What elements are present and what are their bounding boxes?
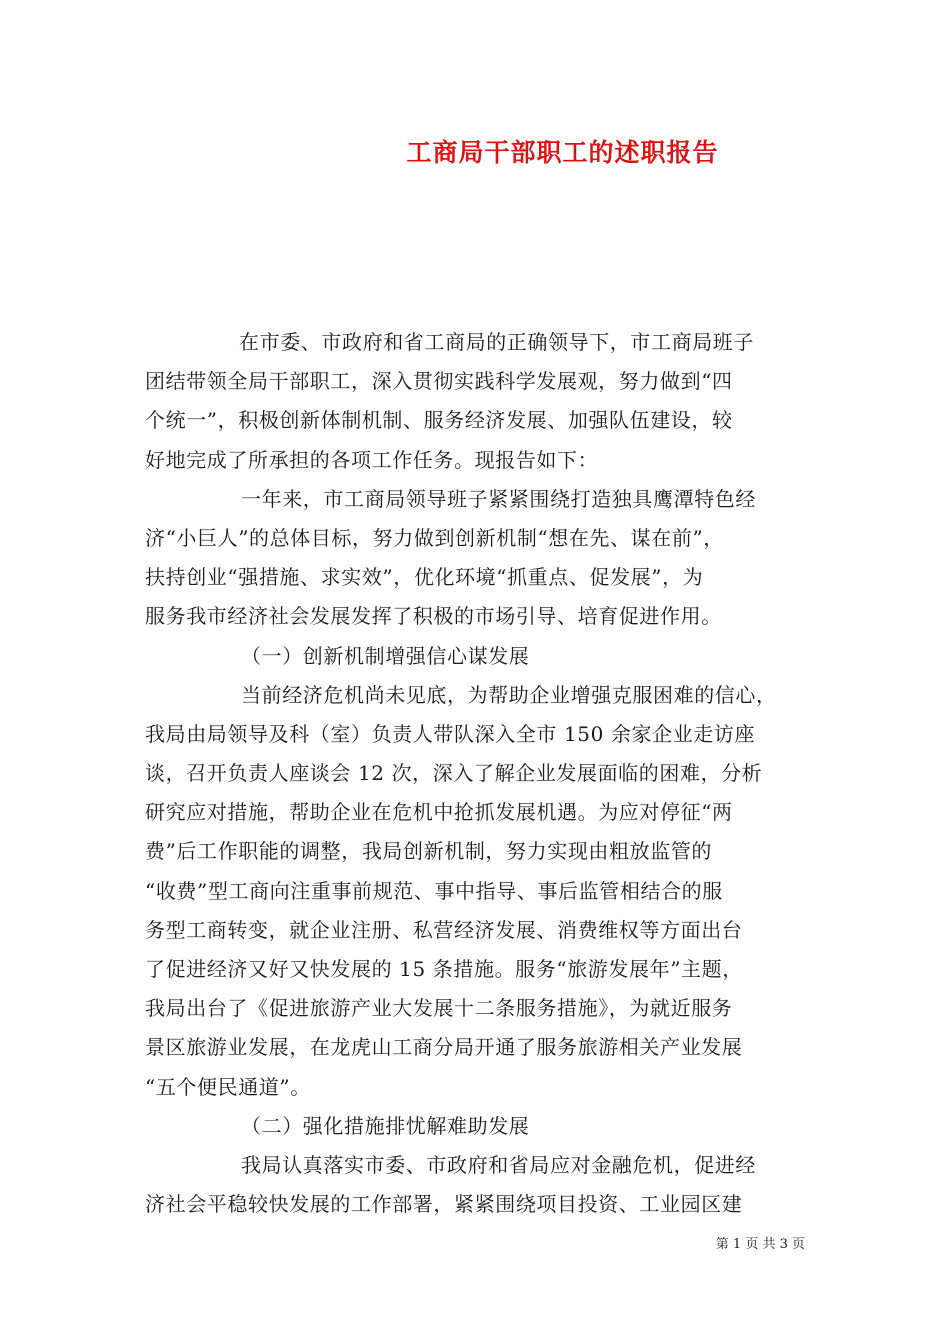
body-line: 济“小巨人”的总体目标，努力做到创新机制“想在先、谋在前”，: [145, 525, 724, 550]
body-line: “五个便民通道”。: [145, 1074, 311, 1099]
body-line: 我局出台了《促进旅游产业大发展十二条服务措施》，为就近服务: [145, 996, 733, 1021]
page-number: 第 1 页 共 3 页: [715, 1237, 805, 1252]
body-line: 务型工商转变，就企业注册、私营经济发展、消费维权等方面出台: [145, 917, 743, 942]
body-line: 了促进经济又好又快发展的 15 条措施。服务“旅游发展年”主题，: [145, 957, 743, 981]
body-line: 我局认真落实市委、市政府和省局应对金融危机，促进经: [241, 1152, 756, 1177]
body-line: 好地完成了所承担的各项工作任务。现报告如下：: [145, 447, 599, 472]
body-line: 济社会平稳较快发展的工作部署，紧紧围绕项目投资、工业园区建: [145, 1192, 743, 1217]
document-title: 工商局干部职工的述职报告: [406, 138, 719, 167]
body-line: “收费”型工商向注重事前规范、事中指导、事后监管相结合的服: [145, 878, 723, 903]
body-line: 当前经济危机尚未见底，为帮助企业增强克服困难的信心，: [241, 682, 777, 707]
body-line: 研究应对措施，帮助企业在危机中抢抓发展机遇。为应对停征“两: [145, 800, 733, 825]
body-line: 我局由局领导及科（室）负责人带队深入全市 150 余家企业走访座: [145, 721, 756, 746]
body-line: 一年来，市工商局领导班子紧紧围绕打造独具鹰潭特色经: [241, 486, 756, 511]
section-heading: （一）创新机制增强信心谋发展: [241, 643, 530, 668]
section-heading: （二）强化措施排忧解难助发展: [241, 1113, 530, 1138]
body-line: 费”后工作职能的调整，我局创新机制，努力实现由粗放监管的: [145, 839, 713, 864]
body-line: 扶持创业“强措施、求实效”，优化环境“抓重点、促发展”，为: [145, 565, 704, 590]
document-body: [145, 323, 810, 1224]
body-line: 谈，召开负责人座谈会 12 次，深入了解企业发展面临的困难，分析: [145, 761, 763, 786]
body-line: 团结带领全局干部职工，深入贯彻实践科学发展观，努力做到“四: [145, 369, 733, 394]
body-line: 景区旅游业发展，在龙虎山工商分局开通了服务旅游相关产业发展: [145, 1035, 743, 1060]
body-line: 在市委、市政府和省工商局的正确领导下，市工商局班子: [239, 330, 754, 354]
body-line: 个统一”，积极创新体制机制、服务经济发展、加强队伍建设，较: [145, 408, 733, 433]
body-line: 服务我市经济社会发展发挥了积极的市场引导、培育促进作用。: [145, 604, 722, 629]
